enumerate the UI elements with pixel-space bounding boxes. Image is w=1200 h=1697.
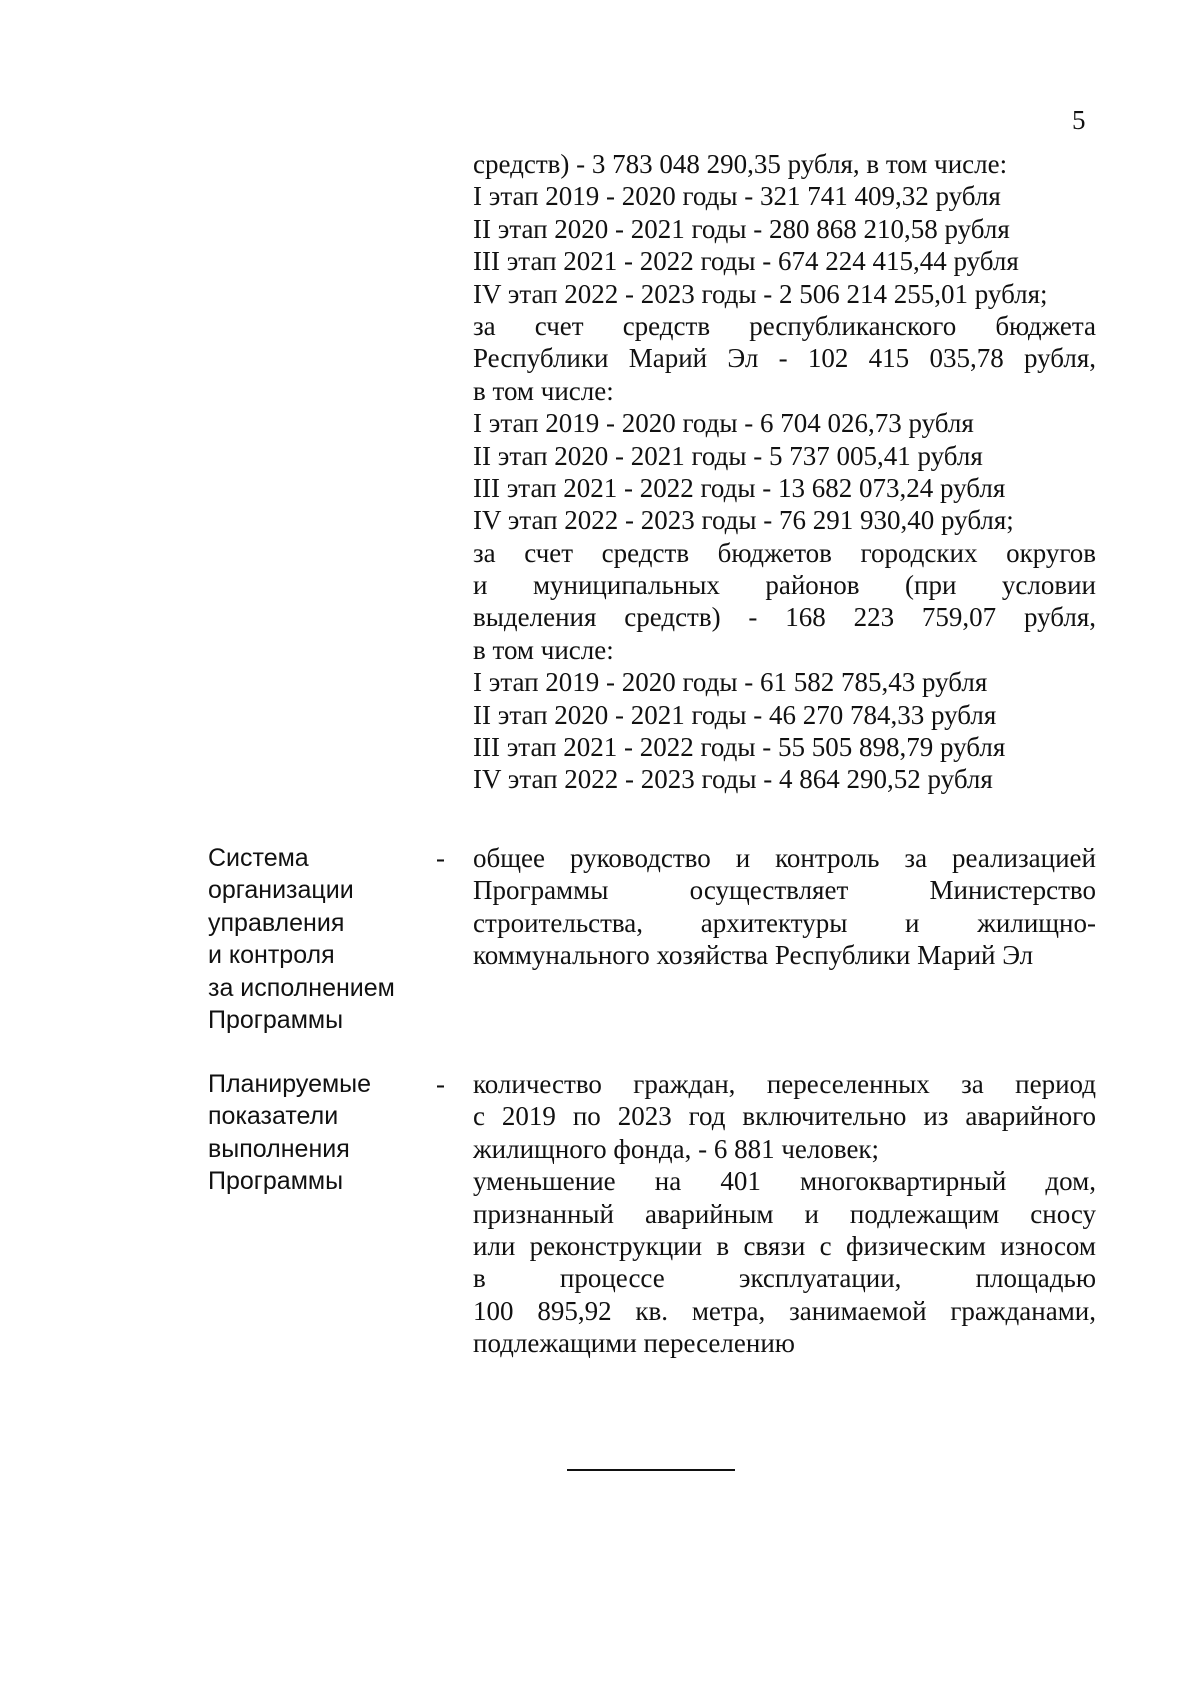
indicators-value-line: признанный аварийным и подлежащим сносу <box>473 1198 1096 1229</box>
control-label-line: управления <box>208 908 345 937</box>
financing-line: IV этап 2022 - 2023 годы - 2 506 214 255,01 рубля; <box>473 278 1048 309</box>
financing-line: I этап 2019 - 2020 годы - 321 741 409,32 рубля <box>473 181 1001 212</box>
financing-line: и муниципальных районов (при условии <box>473 570 1096 601</box>
financing-text <box>473 148 1096 796</box>
indicators-value-line: в процессе эксплуатации, площадью <box>473 1263 1096 1294</box>
indicators-value <box>473 1068 1096 1360</box>
financing-line: за счет средств республиканского бюджета <box>473 310 1096 341</box>
control-value-line: общее руководство и контроль за реализацией <box>473 843 1096 873</box>
control-system-dash: - <box>436 843 445 873</box>
financing-line: в том числе: <box>473 634 614 665</box>
indicators-value-line: жилищного фонда, - 6 881 человек; <box>473 1133 880 1164</box>
indicators-label-line: Планируемые <box>208 1070 372 1098</box>
control-system-label <box>208 842 428 1036</box>
indicators-value-line: или реконструкции в связи с физическим износом <box>473 1230 1096 1261</box>
control-label-line: организации <box>208 876 354 905</box>
financing-line: средств) - 3 783 048 290,35 рубля, в том числе: <box>473 149 1008 179</box>
control-label-line: Программы <box>208 1005 344 1034</box>
indicators-value-line: 100 895,92 кв. метра, занимаемой гражданами, <box>473 1295 1096 1326</box>
footer-rule <box>567 1469 735 1471</box>
control-system-value <box>473 842 1096 972</box>
page-number: 5 <box>1072 105 1086 135</box>
financing-line: II этап 2020 - 2021 годы - 280 868 210,58 рубля <box>473 213 1010 244</box>
financing-line: в том числе: <box>473 375 614 406</box>
indicators-label-line: показатели <box>208 1102 339 1131</box>
indicators-value-line: с 2019 по 2023 год включительно из аварийного <box>473 1101 1096 1132</box>
financing-line: II этап 2020 - 2021 годы - 5 737 005,41 рубля <box>473 440 983 471</box>
control-label-line: Система <box>208 844 309 872</box>
financing-line: выделения средств) - 168 223 759,07 рубля, <box>473 602 1096 633</box>
financing-line: Республики Марий Эл - 102 415 035,78 рубля, <box>473 343 1096 374</box>
indicators-value-line: количество граждан, переселенных за период <box>473 1069 1096 1099</box>
financing-line: I этап 2019 - 2020 годы - 61 582 785,43 рубля <box>473 667 988 698</box>
financing-line: I этап 2019 - 2020 годы - 6 704 026,73 рубля <box>473 408 974 439</box>
indicators-value-line: уменьшение на 401 многоквартирный дом, <box>473 1166 1096 1197</box>
financing-line: IV этап 2022 - 2023 годы - 76 291 930,40 рубля; <box>473 505 1014 536</box>
control-value-line: коммунального хозяйства Республики Марий Эл <box>473 940 1034 971</box>
control-label-line: за исполнением <box>208 973 395 1002</box>
control-value-line: Программы осуществляет Министерство <box>473 875 1096 906</box>
control-value-line: строительства, архитектуры и жилищно- <box>473 907 1096 938</box>
financing-line: за счет средств бюджетов городских округов <box>473 537 1096 568</box>
control-label-line: и контроля <box>208 941 335 970</box>
indicators-label <box>208 1068 428 1198</box>
financing-line: III этап 2021 - 2022 годы - 55 505 898,79 рубля <box>473 732 1006 763</box>
indicators-dash: - <box>436 1069 445 1099</box>
financing-line: III этап 2021 - 2022 годы - 13 682 073,24 рубля <box>473 472 1006 503</box>
indicators-label-line: выполнения <box>208 1134 350 1163</box>
financing-line: II этап 2020 - 2021 годы - 46 270 784,33 рубля <box>473 699 997 730</box>
financing-line: IV этап 2022 - 2023 годы - 4 864 290,52 рубля <box>473 764 993 795</box>
indicators-label-line: Программы <box>208 1167 344 1196</box>
indicators-value-line: подлежащими переселению <box>473 1328 795 1359</box>
financing-line: III этап 2021 - 2022 годы - 674 224 415,44 рубля <box>473 246 1019 277</box>
